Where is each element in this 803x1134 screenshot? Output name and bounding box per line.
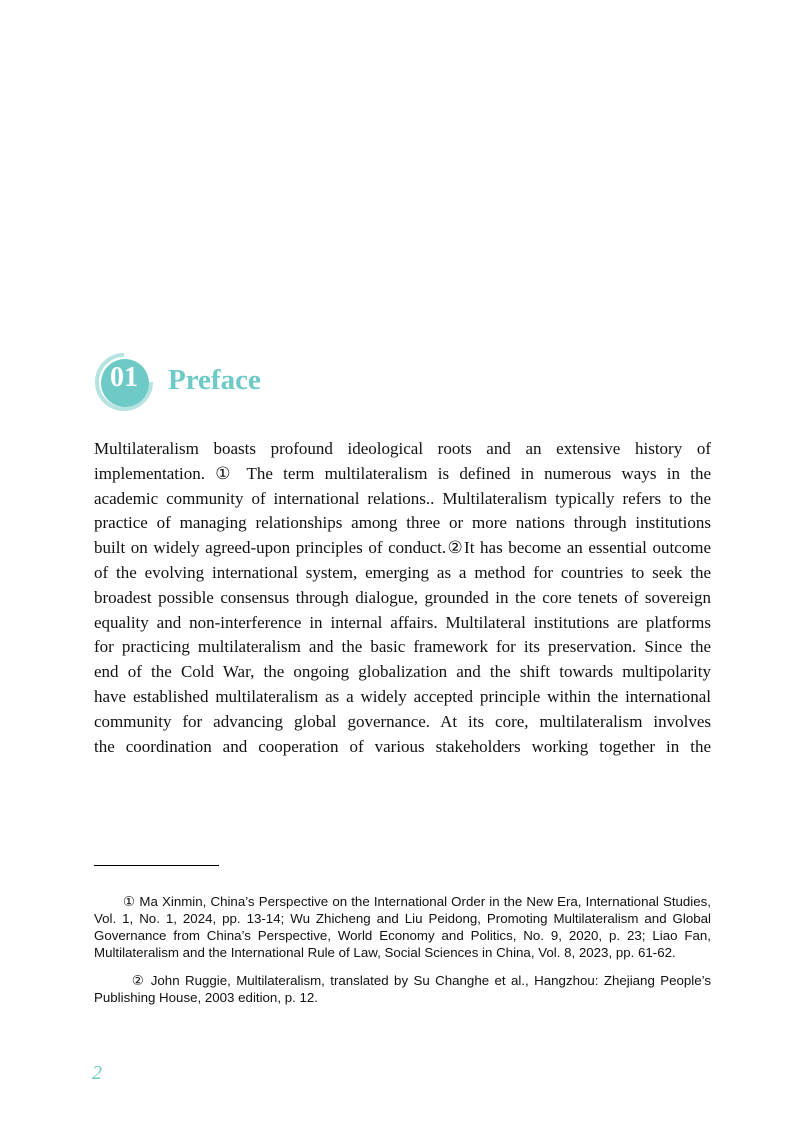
page-number: 2 (92, 1062, 102, 1084)
text-line: have established multilateralism as a widely accepted principle within the international (94, 686, 711, 706)
text-line: end of the Cold War, the ongoing globalization and the shift towards multipolarity (94, 662, 711, 682)
text-line: academic community of international relations.. Multilateralism typically refers to the (94, 488, 711, 508)
text-line: implementation. ① The term multilateralism is defined in numerous ways in the (94, 463, 711, 483)
text-line: broadest possible consensus through dialogue, grounded in the core tenets of sovereign (94, 587, 711, 607)
text-line: Multilateralism boasts profound ideological roots and an extensive history of (94, 439, 711, 458)
footnote-2 (94, 972, 711, 1006)
text-line: equality and non-interference in internal affairs. Multilateral institutions are platforms (94, 612, 711, 632)
footnote-line: Multilateralism and the International Rule of Law, Social Sciences in China, Vol. 8, 2023, pp. 61-62. (94, 945, 676, 960)
chapter-number: 01 (110, 362, 138, 393)
section-title: Preface (168, 364, 261, 396)
footnote-line: Governance from China’s Perspective, World Economy and Politics, No. 9, 2020, p. 23; Liao Fan, (94, 928, 711, 943)
footnote-line: ② John Ruggie, Multilateralism, translated by Su Changhe et al., Hangzhou: Zhejiang People’s (94, 973, 711, 988)
text-line: the coordination and cooperation of various stakeholders working together in the (94, 736, 711, 756)
text-line: of the evolving international system, emerging as a method for countries to seek the (94, 562, 711, 582)
text-line: for practicing multilateralism and the basic framework for its preservation. Since the (94, 637, 711, 657)
footnote-divider (94, 865, 219, 866)
text-line: practice of managing relationships among three or more nations through institutions (94, 513, 711, 533)
text-line: built on widely agreed-upon principles of conduct.②It has become an essential outcome (94, 538, 711, 558)
footnote-1 (94, 893, 711, 961)
text-line: community for advancing global governance. At its core, multilateralism involves (94, 711, 711, 731)
footnote-line: Vol. 1, No. 1, 2024, pp. 13-14; Wu Zhicheng and Liu Peidong, Promoting Multilateralism and Global (94, 911, 711, 926)
footnote-line: ① Ma Xinmin, China’s Perspective on the International Order in the New Era, International Studies, (94, 894, 711, 909)
footnote-line: Publishing House, 2003 edition, p. 12. (94, 990, 318, 1005)
body-paragraph (94, 437, 711, 759)
